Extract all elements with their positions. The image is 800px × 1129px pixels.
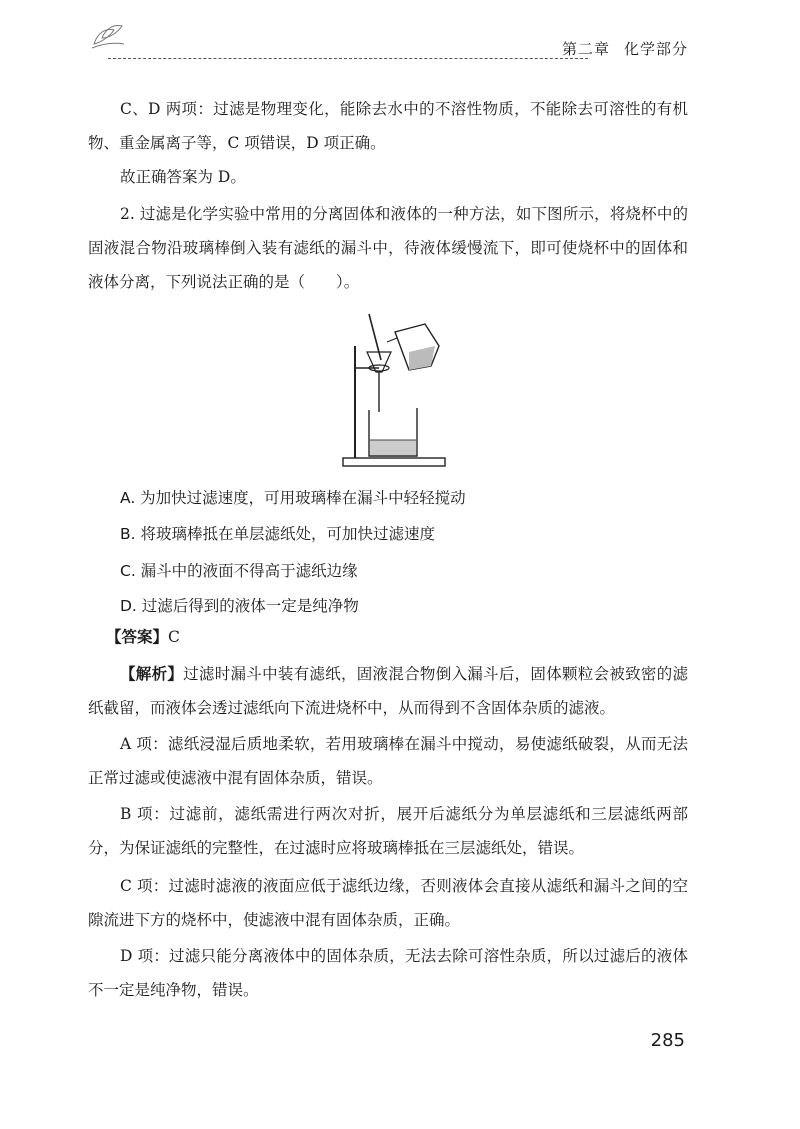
question-stem: 2. 过滤是化学实验中常用的分离固体和液体的一种方法，如下图所示，将烧杯中的固液混合物沿玻璃棒倒入装有滤纸的漏斗中，待液体缓慢流下，即可使烧杯中的固体和液体分离，下列说法正确的是（ ）。 (88, 205, 688, 291)
page-header (88, 14, 688, 58)
analysis-text: 过滤时漏斗中装有滤纸，固液混合物倒入漏斗后，固体颗粒会被致密的滤纸截留，而液体会透过滤纸向下流进烧杯中，从而得到不含固体杂质的滤液。 (88, 665, 688, 717)
analysis-intro (88, 657, 688, 725)
analysis-d: D 项：过滤只能分离液体中的固体杂质，无法去除可溶性杂质，所以过滤后的液体不一定是纯净物，错误。 (88, 947, 688, 999)
conclusion: 故正确答案为 D。 (120, 168, 246, 186)
header-rule (108, 58, 588, 59)
analysis-c: C 项：过滤时滤液的液面应低于滤纸边缘，否则液体会直接从滤纸和漏斗之间的空隙流进下方的烧杯中，使滤液中混有固体杂质，正确。 (88, 877, 688, 929)
analysis-b: B 项：过滤前，滤纸需进行两次对折，展开后滤纸分为单层滤纸和三层滤纸两部分，为保证滤纸的完整性，在过滤时应将玻璃棒抵在三层滤纸处，错误。 (88, 805, 688, 857)
chapter-title (548, 38, 688, 59)
answer-label: 【答案】 (106, 627, 169, 646)
chapter-number: 第二章 (561, 40, 610, 58)
analysis-a: A 项：滤纸浸湿后质地柔软，若用玻璃棒在漏斗中搅动，易使滤纸破裂，从而无法正常过滤或使滤液中混有固体杂质，错误。 (88, 735, 688, 787)
leaf-ornament-icon (88, 14, 128, 54)
filtration-apparatus-figure (335, 312, 455, 472)
answer-line (106, 620, 706, 654)
option-b: B. 将玻璃棒抵在单层滤纸处，可加快过滤速度 (120, 525, 435, 543)
page-number: 285 (650, 1030, 685, 1051)
option-d: D. 过滤后得到的液体一定是纯净物 (120, 597, 359, 615)
analysis-label: 【解析】 (120, 664, 184, 683)
cd-explanation: C、D 两项：过滤是物理变化，能除去水中的不溶性物质，不能除去可溶性的有机物、重金属离子等，C 项错误，D 项正确。 (88, 100, 688, 152)
answer-value: C (168, 628, 180, 646)
section-name: 化学部分 (623, 40, 688, 58)
option-c: C. 漏斗中的液面不得高于滤纸边缘 (120, 562, 358, 580)
option-a: A. 为加快过滤速度，可用玻璃棒在漏斗中轻轻搅动 (120, 489, 466, 507)
